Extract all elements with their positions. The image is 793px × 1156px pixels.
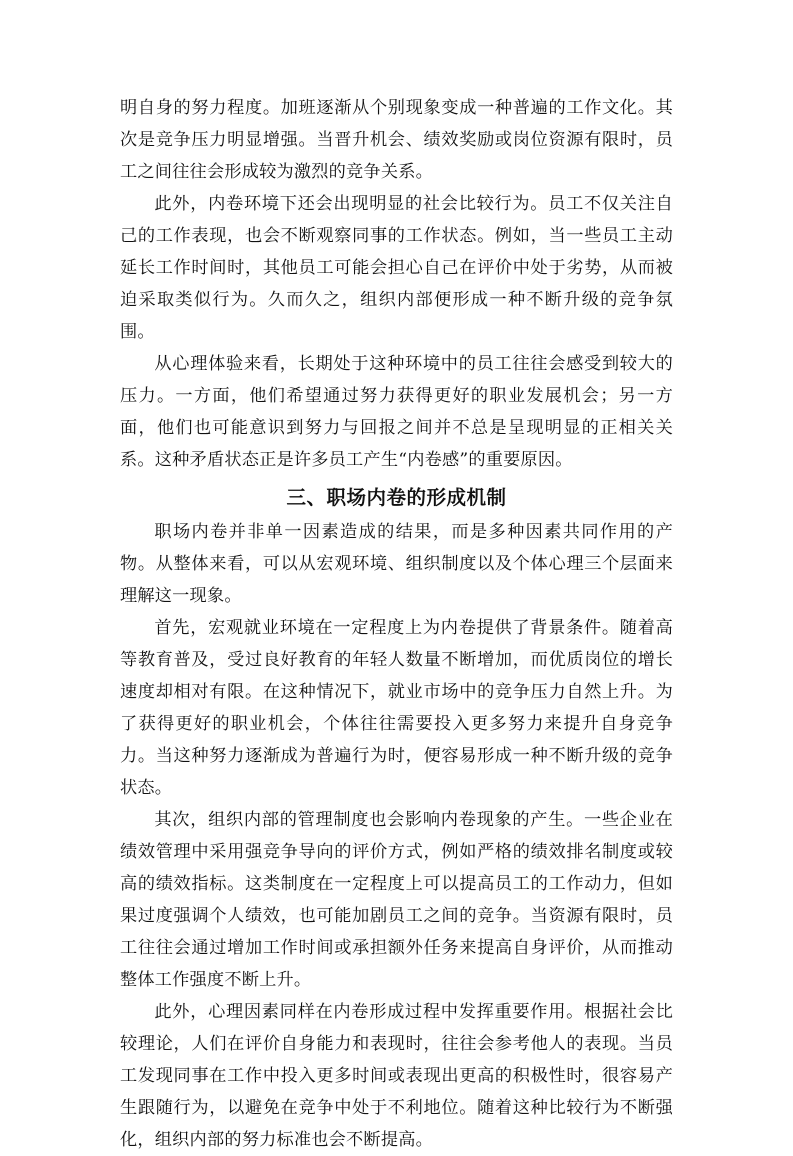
paragraph-organizational-system: 其次，组织内部的管理制度也会影响内卷现象的产生。一些企业在绩效管理中采用强竞争导向的评价方式，例如严格的绩效排名制度或较高的绩效指标。这类制度在一定程度上可以提高员工的工作动力，但如果过度强调个人绩效，也可能加剧员工之间的竞争。当资源有限时，员工往往会通过增加工作时间或承担额外任务来提高自身评价，从而推动整体工作强度不断上升。 (120, 810, 673, 990)
paragraph-mechanism-intro: 职场内卷并非单一因素造成的结果，而是多种因素共同作用的产物。从整体来看，可以从宏观环境、组织制度以及个体心理三个层面来理解这一现象。 (120, 522, 673, 606)
document-page (120, 92, 673, 1156)
paragraph-psychological-factors: 此外，心理因素同样在内卷形成过程中发挥重要作用。根据社会比较理论，人们在评价自身能力和表现时，往往会参考他人的表现。当员工发现同事在工作中投入更多时间或表现出更高的积极性时，很容易产生跟随行为，以避免在竞争中处于不利地位。随着这种比较行为不断强化，组织内部的努力标准也会不断提高。 (120, 1002, 673, 1150)
paragraph-social-comparison: 此外，内卷环境下还会出现明显的社会比较行为。员工不仅关注自己的工作表现，也会不断观察同事的工作状态。例如，当一些员工主动延长工作时间时，其他员工可能会担心自己在评价中处于劣势，从而被迫采取类似行为。久而久之，组织内部便形成一种不断升级的竞争氛围。 (120, 194, 673, 342)
section-heading: 三、职场内卷的形成机制 (286, 486, 507, 509)
paragraph-psychological-experience: 从心理体验来看，长期处于这种环境中的员工往往会感受到较大的压力。一方面，他们希望通过努力获得更好的职业发展机会；另一方面，他们也可能意识到努力与回报之间并不总是呈现明显的正相关关系。这种矛盾状态正是许多员工产生“内卷感”的重要原因。 (120, 354, 673, 470)
paragraph-continuation: 明自身的努力程度。加班逐渐从个别现象变成一种普遍的工作文化。其次是竞争压力明显增强。当晋升机会、绩效奖励或岗位资源有限时，员工之间往往会形成较为激烈的竞争关系。 (120, 98, 673, 182)
paragraph-macro-environment: 首先，宏观就业环境在一定程度上为内卷提供了背景条件。随着高等教育普及，受过良好教育的年轻人数量不断增加，而优质岗位的增长速度却相对有限。在这种情况下，就业市场中的竞争压力自然上升。为了获得更好的职业机会，个体往往需要投入更多努力来提升自身竞争力。当这种努力逐渐成为普遍行为时，便容易形成一种不断升级的竞争状态。 (120, 618, 673, 798)
